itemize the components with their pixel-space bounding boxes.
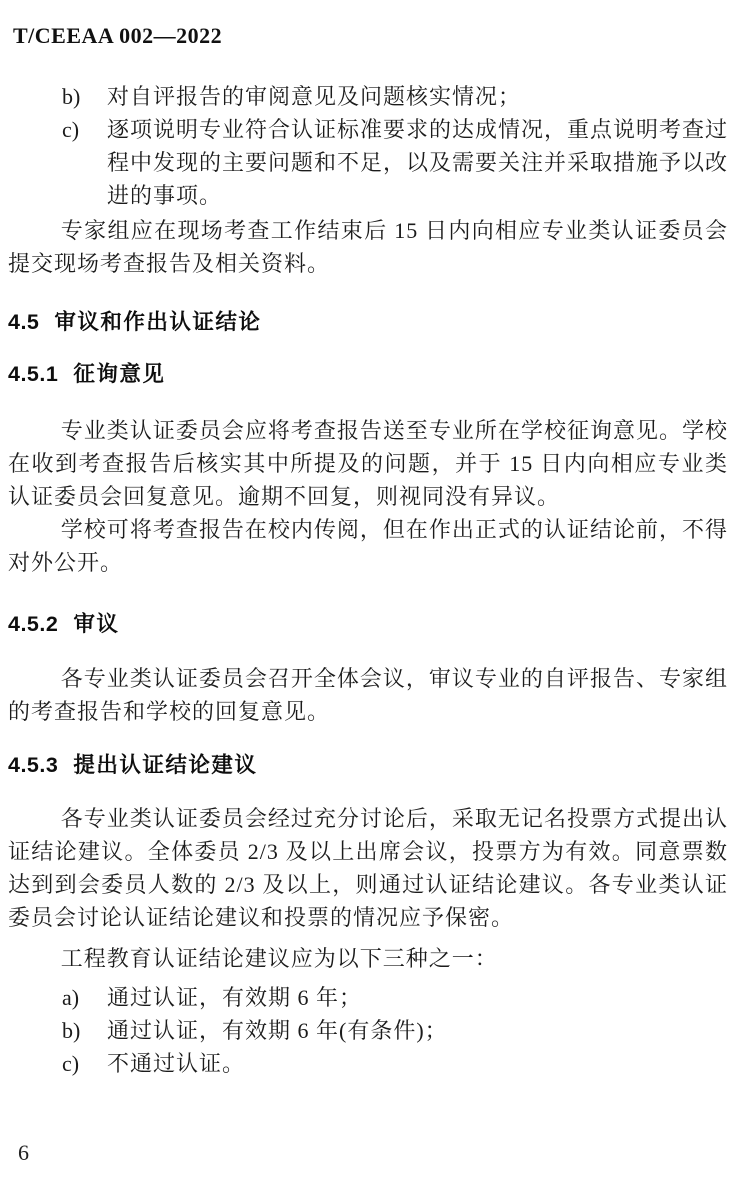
section-title: 征询意见 [73,362,166,386]
conclusion-list [8,981,728,1080]
list-marker: b) [62,84,81,109]
paragraph: 学校可将考查报告在校内传阅，但在作出正式的认证结论前，不得对外公开。 [8,517,728,575]
list-item [8,80,728,113]
section-number: 4.5.2 [8,612,59,636]
list-item-text: 对自评报告的审阅意见及问题核实情况； [107,84,522,109]
section-heading-4-5-1 [8,358,728,391]
paragraph: 专业类认证委员会应将考查报告送至专业所在学校征询意见。学校在收到考查报告后核实其中所提及的问题，并于 15 日内向相应专业类认证委员会回复意见。逾期不回复，则视同没有异议。 [8,418,728,509]
paragraph: 工程教育认证结论建议应为以下三种之一： [60,946,498,971]
paragraph: 各专业类认证委员会经过充分讨论后，采取无记名投票方式提出认证结论建议。全体委员 2/3 及以上出席会议，投票方为有效。同意票数达到到会委员人数的 2/3 及以上，则通过认证结论建议。各专业类认证委员会讨论认证结论建议和投票的情况应予保密。 [8,806,728,930]
section-title: 提出认证结论建议 [73,753,258,777]
list-item [8,113,728,212]
list-item-text: 通过认证，有效期 6 年(有条件)； [107,1018,448,1043]
page-number: 6 [18,1140,29,1165]
list-item [8,1047,728,1080]
section-number: 4.5 [8,310,40,334]
section-heading-4-5-2 [8,608,728,641]
finding-list [8,80,728,212]
list-item [8,981,728,1014]
list-marker: b) [62,1018,81,1043]
paragraph: 专家组应在现场考查工作结束后 15 日内向相应专业类认证委员会提交现场考查报告及相关资料。 [8,218,728,276]
list-item-text: 不通过认证。 [107,1051,246,1076]
list-item [8,1014,728,1047]
section-heading-4-5 [8,306,728,339]
list-item-text: 逐项说明专业符合认证标准要求的达成情况，重点说明考查过程中发现的主要问题和不足，以及需要关注并采取措施予以改进的事项。 [107,117,729,208]
list-marker: c) [62,117,80,142]
list-marker: a) [62,985,80,1010]
paragraph: 各专业类认证委员会召开全体会议，审议专业的自评报告、专家组的考查报告和学校的回复意见。 [8,666,728,724]
section-heading-4-5-3 [8,749,728,782]
section-title: 审议和作出认证结论 [54,310,262,334]
standard-code-header: T/CEEAA 002—2022 [13,23,223,48]
list-item-text: 通过认证，有效期 6 年； [107,985,363,1010]
list-marker: c) [62,1051,80,1076]
section-number: 4.5.1 [8,362,59,386]
section-number: 4.5.3 [8,753,59,777]
section-title: 审议 [73,612,120,636]
